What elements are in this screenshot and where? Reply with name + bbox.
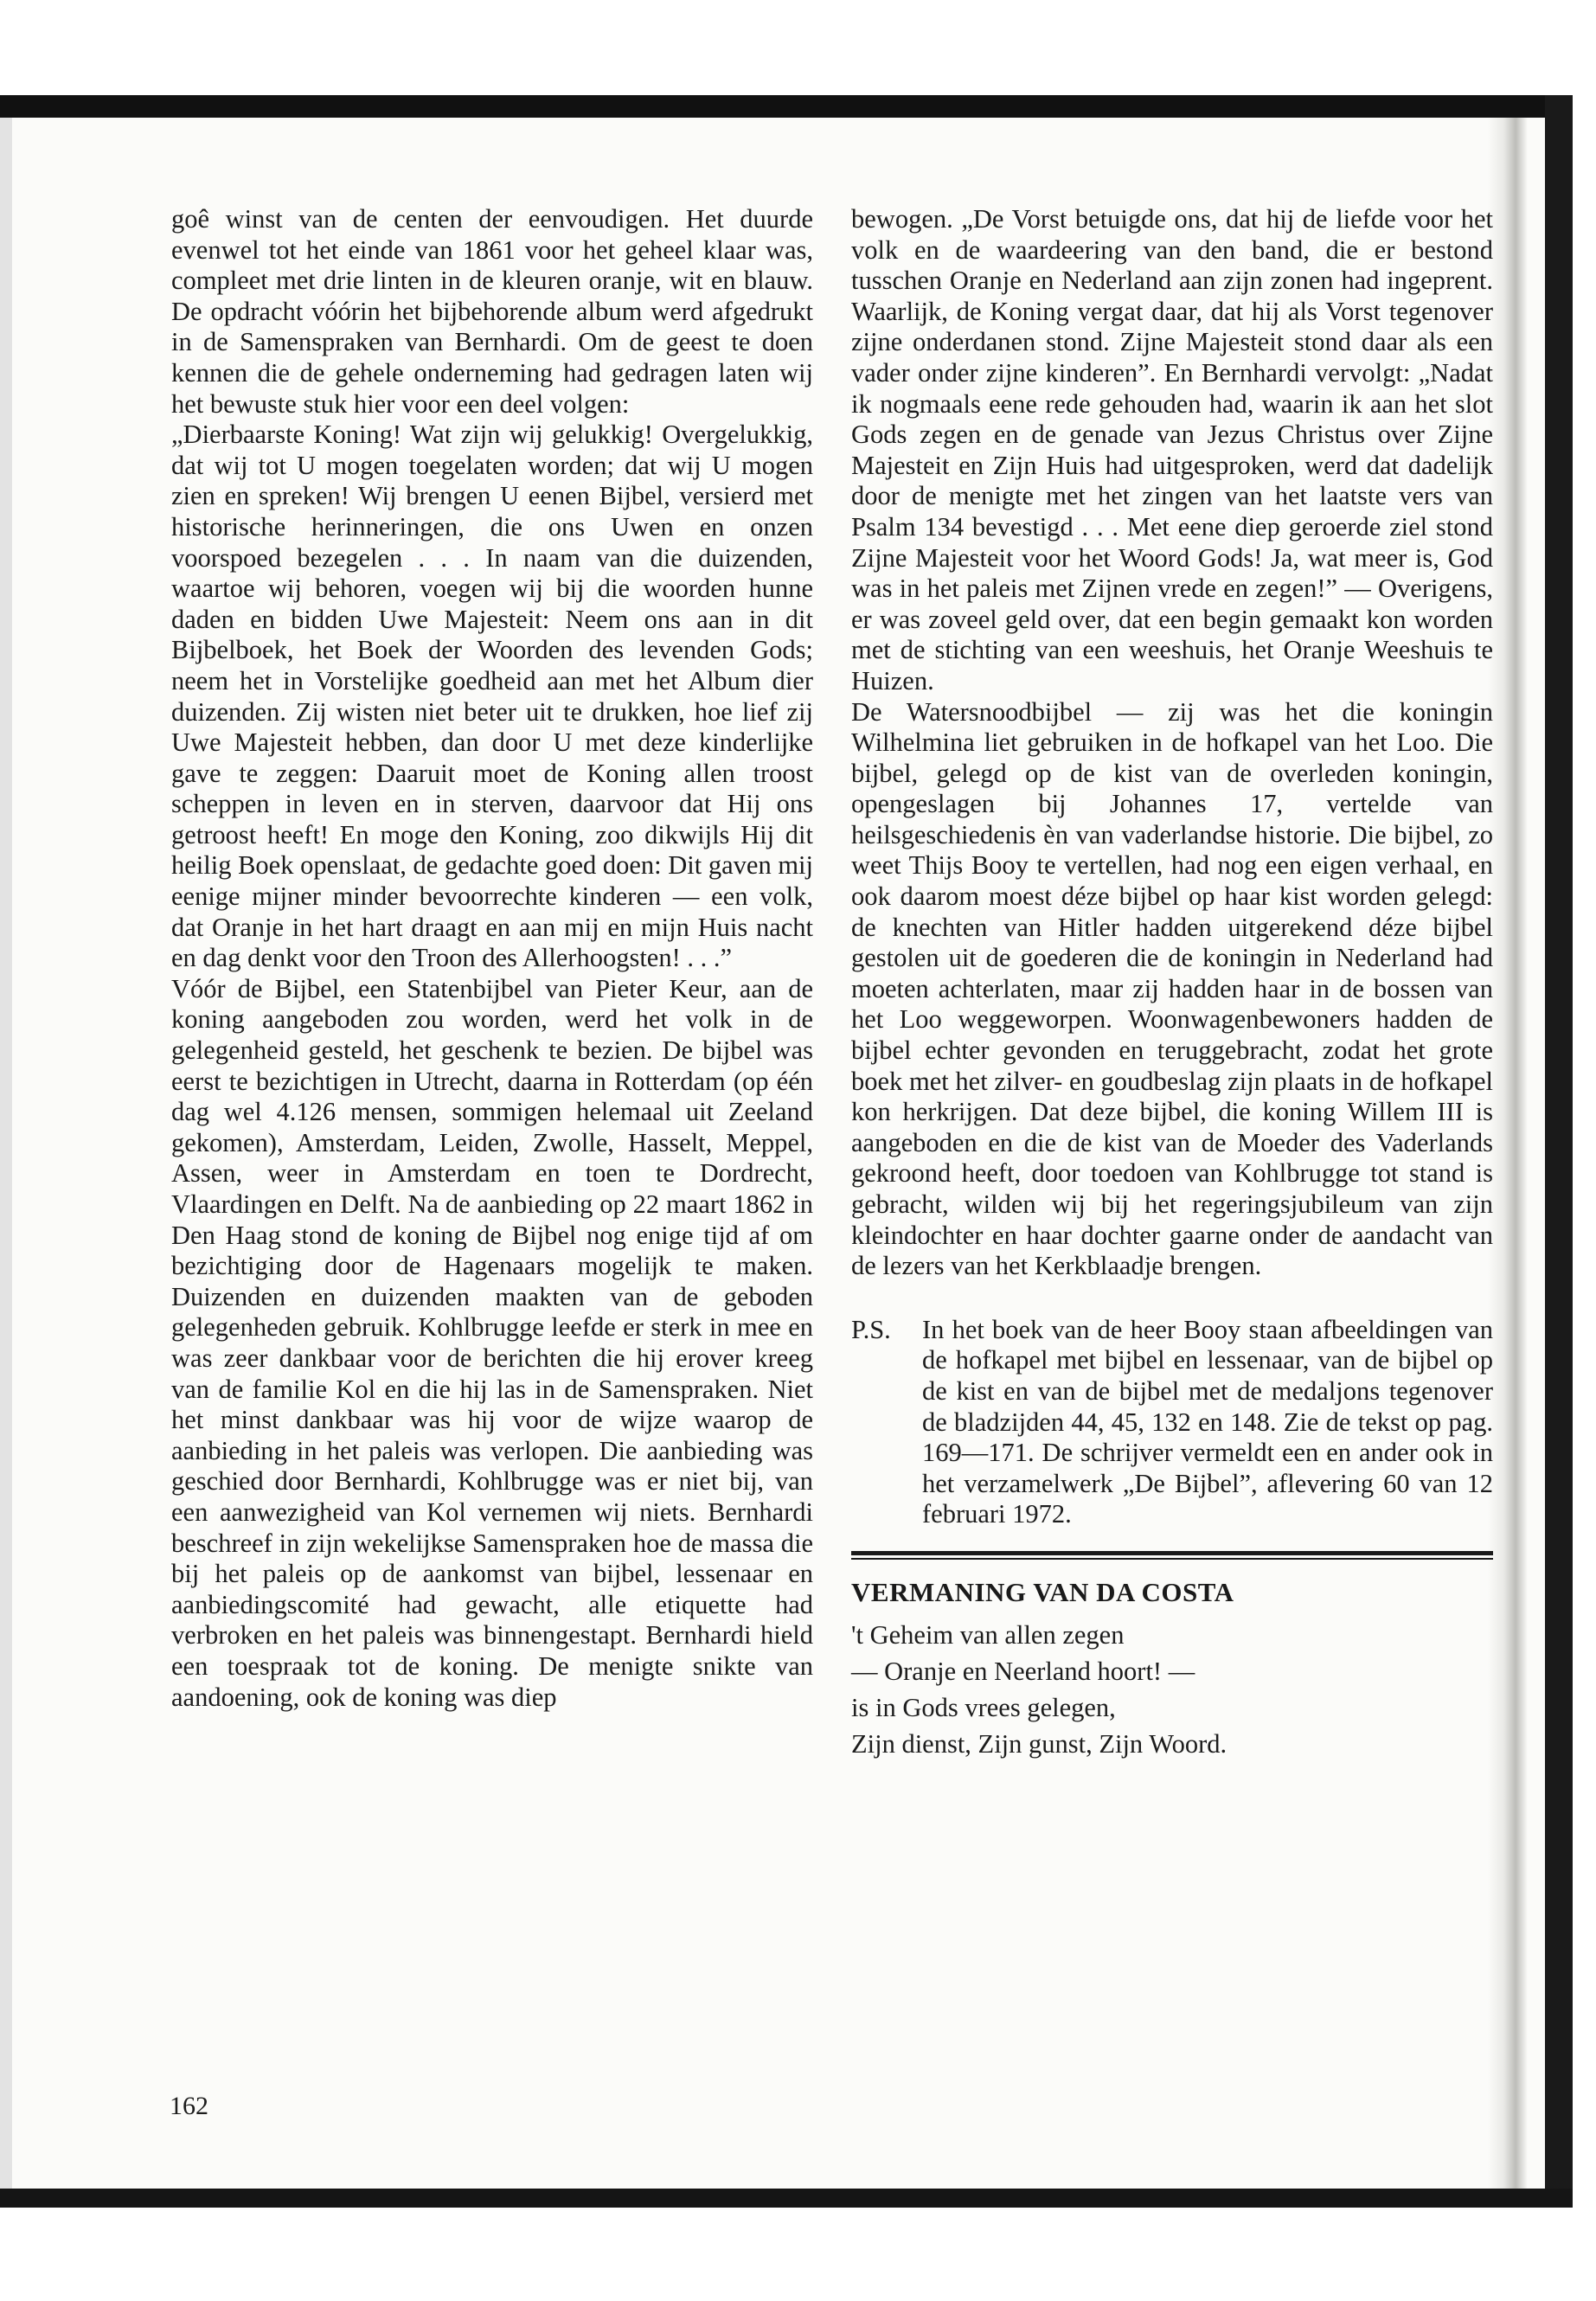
section-title: VERMANING VAN DA COSTA (851, 1576, 1234, 1607)
paragraph-quotation: „Dierbaarste Koning! Wat zijn wij gelukkig! Overgelukkig, dat wij tot U mogen toegelaten worden; dat wij U mogen zien en spreken! Wij brengen U eenen Bijbel, versierd met historische herinneringen, die ons Uwen en onzen voorspoed bezegelen . . . In naam van die duizenden, waartoe wij behoren, voegen wij bij die woorden hunne daden en bidden Uwe Majesteit: Neem ons aan in dit Bijbelboek, het Boek der Woorden des levenden Gods; neem het in Vorstelijke goedheid aan met het Album dier duizenden. Zij wisten niet beter uit te drukken, hoe lief zij Uwe Majesteit hebben, dan door U met deze kinderlijke gave te zeggen: Daaruit moet de Koning allen troost scheppen in leven en in sterven, daarvoor dat Hij ons getroost heeft! En moge den Koning, zoo dikwijls Hij dit heilig Boek openslaat, de gedachte goed doen: Dit gaven mij eenige mijner minder bevoorrechte kinderen — een volk, dat Oranje in het hart draagt en aan mij en mijn Huis nacht en dag denkt voor den Troon des Allerhoogsten! . . .” (171, 420, 813, 973)
postscript-label: P.S. (851, 1314, 891, 1344)
poem (851, 1617, 1493, 1762)
poem-line: — Oranje en Neerland hoort! — (851, 1656, 1195, 1686)
paragraph: Vóór de Bijbel, een Statenbijbel van Pieter Keur, aan de koning aangeboden zou worden, werd het volk in de gelegenheid gesteld, het geschenk te bezien. De bijbel was eerst te bezichtigen in Utrecht, daarna in Rotterdam (op één dag wel 4.126 mensen, sommigen helemaal uit Zeeland gekomen), Amsterdam, Leiden, Zwolle, Hasselt, Meppel, Assen, weer in Amsterdam en toen te Dordrecht, Vlaardingen en Delft. Na de aanbieding op 22 maart 1862 in Den Haag stond de koning de Bijbel nog enige tijd af om bezichtiging door de Hagenaars mogelijk te maken. Duizenden en duizenden maakten van de geboden gelegenheden gebruik. Kohlbrugge leefde er sterk in mee en was zeer dankbaar voor de berichten die hij erover kreeg van de familie Kol en die hij las in de Samenspraken. Niet het minst dankbaar was hij voor de wijze waarop de aanbieding in het paleis was verlopen. Die aanbieding was geschied door Bernhardi, Kohlbrugge was er niet bij, van een aanwezigheid van Kol vernemen wij niets. Bernhardi beschreef in zijn wekelijkse Samenspraken hoe de massa die bij het paleis op de aankomst van bijbel, lessenaar en aanbiedingscomité had gewacht, alle etiquette had verbroken en het paleis was binnengestapt. Bernhardi hield een toespraak tot de koning. De menigte snikte van aandoening, ook de koning was diep (171, 973, 813, 1712)
page-number: 162 (170, 2092, 208, 2120)
section-divider-thick (851, 1551, 1493, 1555)
postscript-text: In het boek van de heer Booy staan afbeeldingen van de hofkapel met bijbel en lessenaar, van de bijbel op de kist en van de bijbel met de medaljons tegenover de bladzijden 44, 45, 132 en 148. Zie de tekst op pag. 169—171. De schrijver vermeldt een en ander ook in het verzamelwerk „De Bijbel”, aflevering 60 van 12 februari 1972. (922, 1314, 1493, 1529)
paragraph: goê winst van de centen der eenvoudigen. Het duurde evenwel tot het einde van 1861 voor het geheel klaar was, compleet met drie linten in de kleuren oranje, wit en blauw. De opdracht vóórin het bijbehorende album werd afgedrukt in de Samenspraken van Bernhardi. Om de geest te doen kennen die de gehele onderneming had gedragen laten wij het bewuste stuk hier voor een deel volgen: (171, 204, 813, 419)
left-column (171, 204, 813, 1713)
scan-border-right (1545, 95, 1573, 2189)
right-column (851, 204, 1493, 1762)
poem-line: Zijn dienst, Zijn gunst, Zijn Woord. (851, 1728, 1227, 1759)
page-binding-shadow (1488, 118, 1528, 2189)
paragraph: De Watersnoodbijbel — zij was het die koningin Wilhelmina liet gebruiken in de hofkapel van het Loo. Die bijbel, gelegd op de kist van de overleden koningin, opengeslagen bij Johannes 17, vertelde van heilsgeschiedenis èn van vaderlandse historie. Die bijbel, zo weet Thijs Booy te vertellen, had nog een eigen verhaal, en ook daarom moest déze bijbel op haar kist worden gelegd: de knechten van Hitler hadden uitgerekend déze bijbel gestolen uit de goederen die de koningin in Nederland had moeten achterlaten, maar zij hadden haar in de bossen van het Loo weggeworpen. Woonwagenbewoners hadden de bijbel echter gevonden en teruggebracht, zodat het grote boek met het zilver- en goudbeslag zijn plaats in de hofkapel kon herkrijgen. Dat deze bijbel, die koning Willem III is aangeboden en die de kist van de Moeder des Vaderlands gekroond heeft, door toedoen van Kohlbrugge tot stand is gebracht, wilden wij bij het regeringsjubileum van zijn kleindochter en haar dochter gaarne onder de aandacht van de lezers van het Kerkblaadje brengen. (851, 696, 1493, 1281)
scan-border-top (0, 95, 1573, 118)
paragraph: bewogen. „De Vorst betuigde ons, dat hij de liefde voor het volk en de waardeering van den band, die er bestond tusschen Oranje en Nederland aan zijn zonen had ingeprent. Waarlijk, de Koning vergat daar, dat hij als Vorst tegenover zijne onderdanen stond. Zijne Majesteit stond daar als een vader onder zijne kinderen”. En Bernhardi vervolgt: „Nadat ik nogmaals eene rede gehouden had, waarin ik aan het slot Gods zegen en de genade van Jezus Christus over Zijne Majesteit en Zijn Huis had uitgesproken, werd dat dadelijk door de menigte met het zingen van het laatste vers van Psalm 134 bevestigd . . . Met eene diep geroerde ziel stond Zijne Majesteit voor het Woord Gods! Ja, wat meer is, God was in het paleis met Zijnen vrede en zegen!” — Overigens, er was zoveel geld over, dat een begin gemaakt kon worden met de stichting van een weeshuis, het Oranje Weeshuis te Huizen. (851, 204, 1493, 695)
poem-line: 't Geheim van allen zegen (851, 1619, 1125, 1650)
poem-line: is in Gods vrees gelegen, (851, 1692, 1116, 1722)
scan-border-left (0, 118, 12, 2189)
postscript (851, 1315, 1493, 1530)
scan-border-bottom (0, 2189, 1573, 2208)
section-divider-thin (851, 1558, 1493, 1560)
